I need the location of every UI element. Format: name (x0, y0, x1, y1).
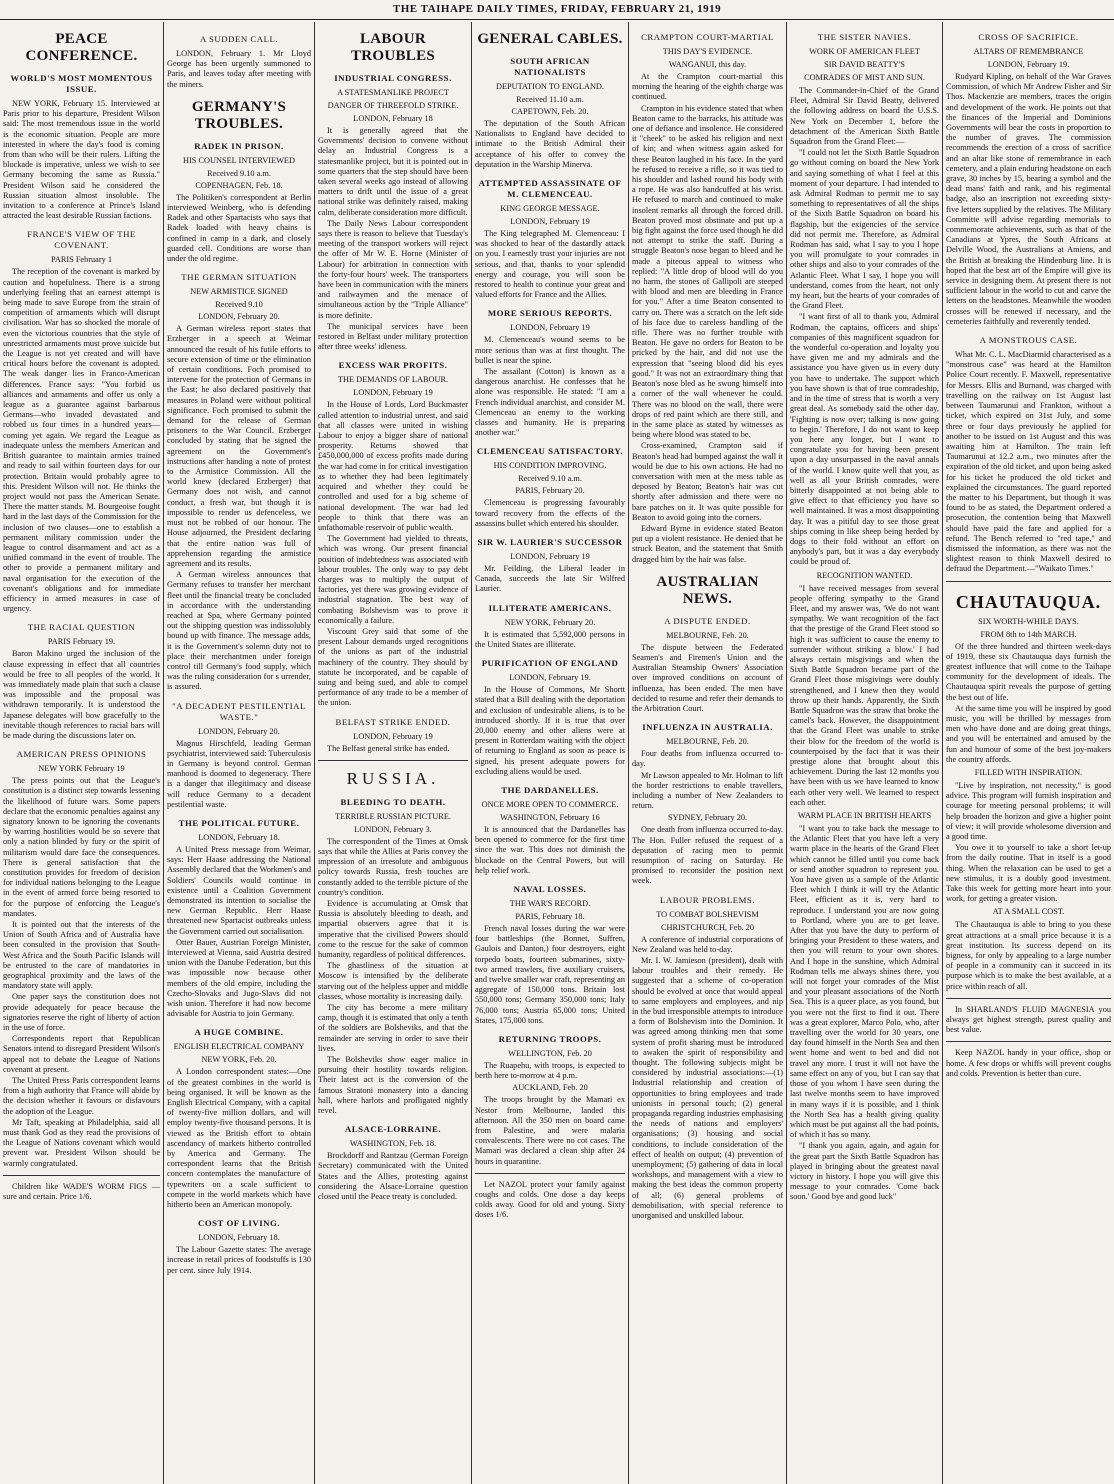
subheading: THE WAR'S RECORD. (509, 898, 591, 908)
dateline: SYDNEY, February 20. (667, 813, 748, 823)
subheading: AMERICAN PRESS OPINIONS (16, 749, 147, 760)
dateline: Received 11.10 a.m. (516, 95, 584, 104)
subheading: ILLITERATE AMERICANS. (488, 602, 612, 613)
article-body (167, 49, 311, 90)
column-general-cables (472, 22, 628, 1484)
paragraph: Edward Byrne in evidence stated Beaton put up a violent resistance. He denied that he struck Beaton, and the statement that Smith dragged him by the hair was false. (632, 523, 783, 564)
paragraph: The Commander-in-Chief of the Grand Fleet, Admiral Sir David Beatty, delivered the following address on board the U.S.S. New York on December 1, before the detachment of the American Sixth Battle Squadron from the Grand Fleet:— (790, 86, 939, 147)
paragraph: Four deaths from influenza occurred to-day. (632, 749, 783, 769)
subheading: ONCE MORE OPEN TO COMMERCE. (481, 799, 619, 809)
dateline: NEW YORK, February 20. (504, 617, 596, 627)
column-peace-conference (0, 22, 163, 1484)
column-germany (164, 22, 314, 1484)
divider (946, 1041, 1111, 1042)
subheading: THE POLITICAL FUTURE. (178, 817, 300, 828)
headline: RUSSIA. (346, 768, 440, 788)
paragraph: The United Press Paris correspondent learns from a high authority that France will abide by the decision whether it favours or disfavours the adoption of the League. (3, 1076, 160, 1116)
paragraph: A London correspondent states:—One of the greatest combines in the world is being organised. It will be known as the English Electrical Company, with a capital of twenty-five million dollars, and will employ twenty-five thousand persons. It is viewed as the British effort to obtain ascendancy of markets hitherto controlled by America and Germany. The correspondent learns that the British concern contemplates the manufacture of typewriters on a scale sufficient to compete in the world markets which have hitherto been an American monopoly. (167, 1067, 311, 1210)
subheading: HIS CONDITION IMPROVING. (493, 461, 607, 471)
advertisement: In SHARLAND'S FLUID MAGNESIA you always get highest strength, purest quality and best value. (946, 1004, 1111, 1035)
paragraph: "I want first of all to thank you, Admiral Rodman, the captains, officers and ships' companies of this magnificent squadron for the wonderful co-operation and loyalty you have given me and my admirals and the assistance you have given us in every duty you have to undertake. The support which you have shown is that of true comradeship, and in the time of stress that is worth a very great deal. As somebody said the other day, 'Fighting is now over; talking is now going to begin.' Therefore, I do not want to keep you here any longer, but I want to congratulate you for having been present upon a day unsurpassed in the naval annals of the world. I know quite well that you, as well as all your British comrades, were bitterly disappointed at not being able to give effect to that efficiency you have so well maintained. It was a most disappointing day. It was a pitiful day to see those great ships coming in like sheep being herded by dogs to their fold without an effort on anybody's part, but it was a day everybody could be proud of. (790, 312, 939, 567)
column-crampton-court-martial (629, 22, 786, 1484)
dateline: MELBOURNE, Feb. 20. (666, 737, 749, 747)
article-body (3, 99, 160, 1202)
dateline: LONDON, February 19 (510, 323, 590, 333)
subheading: HIS COUNSEL INTERVIEWED (183, 155, 295, 165)
dateline: Received 9.10 a.m. (518, 474, 582, 484)
paragraph: Evidence is accumulating at Omsk that Russia is absolutely bleeding to death, and impartial observers agree that it is imperative that the civilised Powers should come to the rescue for the sake of common humanity, regardless of political differences. (318, 898, 468, 959)
subheading: EXCESS WAR PROFITS. (338, 360, 448, 371)
dateline: LONDON, February 18. (198, 1233, 280, 1243)
subheading: FRANCE'S VIEW OF THE COVENANT. (27, 229, 136, 251)
dateline: NEW YORK February 19 (38, 764, 125, 774)
paragraph: M. Clemenceau's wound seems to be more serious than was at first thought. The bullet is near the spine. (475, 335, 625, 365)
paragraph: The deputation of the South African Nationalists to England have decided to intimate to the British Admiral their acceptance of his offer to convey the deputation in the Warship Minerva. (475, 119, 625, 169)
dateline: LONDON, February 19 (510, 217, 590, 227)
subheading: BELFAST STRIKE ENDED. (335, 716, 451, 727)
advertisement: Keep NAZOL handy in your office, shop or home. A few drops or whiffs will prevent coughs and colds. Prevention is better than cure. (946, 1048, 1111, 1078)
subheading: A MONSTROUS CASE. (979, 335, 1078, 346)
subheading: FILLED WITH INSPIRATION. (974, 767, 1083, 777)
advertisement: Children like WADE'S WORM FIGS —sure and certain. Price 1/6. (3, 1181, 160, 1202)
subheading: WORK OF AMERICAN FLEET (809, 47, 920, 56)
dateline: WASHINGTON, February 16 (500, 812, 600, 822)
divider (318, 760, 468, 761)
article-body (167, 141, 311, 1276)
subheading: SOUTH AFRICAN NATIONALISTS (510, 56, 590, 77)
subheading: A SUDDEN CALL. (199, 34, 279, 44)
paragraph: One paper says the constitution does not provide adequately for peace because the signatories reserve the right of liberty of action in the use of force. (3, 992, 160, 1033)
paragraph: It is announced that the Dardanelles has been opened to commerce for the first time since the war. This does not diminish the blockade on the Central Powers, but will help relief work. (475, 824, 625, 875)
paragraph: The Daily News Labour correspondent says there is reason to believe that Tuesday's meeting of the transport workers will reject the offer of Mr W. E. Horne (Minister of Labour) for arbitration in connection with the forty-four hours' week. The transporters have been in communication with the miners and railwaymen and the menace of simultaneous action by the "Triple Alliance" is more definite. (318, 218, 468, 320)
paragraph: It is estimated that 5,592,000 persons in the United States are illiterate. (475, 629, 625, 649)
subheading: THE DEMANDS OF LABOUR. (337, 375, 449, 385)
paragraph: Otter Bauer, Austrian Foreign Minister, interviewed at Vienna, said Austria desired union with the Danube Federation, but this was impossible now because other members of the old empire, including the Czecho-Slovaks and Jugo-Slavs did not wish union. Therefore it had now become advisable for Austria to join Germany. (167, 937, 311, 1019)
dateline: CHRISTCHURCH, Feb. 20 (660, 922, 755, 932)
subheading: SIR W. LAURIER'S SUCCESSOR (477, 537, 623, 548)
paragraph: It is pointed out that the interests of the Union of South Africa and of Australia have been consulted in the provision that South-West Africa and the South Pacific Islands will be entrusted to the care of mandatories in geographical proximity and the laws of the mandatory state will apply. (3, 920, 160, 991)
headline: AUSTRALIAN NEWS. (656, 573, 759, 607)
subheading: THIS DAY'S EVIDENCE. (662, 47, 753, 56)
paragraph: LONDON, February 1. Mr Lloyd George has been urgently summoned to Paris, and leaves today after meeting with the miners. (167, 49, 311, 89)
dateline: LONDON, February 19 (353, 731, 433, 741)
dateline: LONDON, February 20. (198, 312, 280, 322)
subheading: THE SISTER NAVIES. (817, 32, 912, 42)
dateline: COPENHAGEN, Feb. 18. (195, 180, 283, 190)
paragraph: Crampton in his evidence stated that when Beaton came to the barracks, his attitude was one of defiance and insolence. He considered it "cheek" to be asked his religion and next of kin; and when witness again asked for these Beaton laughed in his face. In the yard he refused to receive a rifle, so it was tied to his shoulder and lashed round his body with a rope. He was also handcuffed at his wrist. He refused to march and continued to make insolent remarks all through the forced drill. Beaton proved most obstinate and put up a big fight against the force used though he did not attempt to strike the staff. During a struggle Beaton's nose began to bleed and he made a piteous appeal to witness who replied: "A little drop of blood will do you no harm, the stones of Gallipoli are steeped with blood and men are bleeding in France for you." After a time Beaton consented to carry on. There was a scratch on the left side of his face due to careless handling of the rifle. There was no further trouble with Beaton. He gave no orders for Beaton to be pricked by the hair, and did not use the expression that "seeing blood did his eyes good." It was not an extraordinary thing that Beaton's nose bled as he swung himself into a corner of the wall whenever he could. There was no blood on the wall, there were drops of red paint which are there still, and in the same place as stated by witnesses as being where blood was stated to be. (632, 103, 783, 440)
headline: GENERAL CABLES. (477, 31, 623, 47)
article-body (318, 73, 468, 754)
subheading: ATTEMPTED ASSASSINATE OF M. CLEMENCEAU. (478, 178, 622, 200)
subheading: NEW ARMISTICE SIGNED (190, 287, 288, 297)
dateline: WANGANUI, this day. (668, 60, 747, 69)
paragraph: At the Crampton court-martial this morning the hearing of the eighth charge was continued. (632, 72, 783, 102)
dateline: LONDON, February 20. (198, 726, 280, 736)
subheading: AT A SMALL COST. (992, 907, 1065, 917)
headline: GERMANY'S TROUBLES. (191, 98, 287, 132)
paragraph: Mr Lawson appealed to Mr. Holman to lift the border restrictions to enable travellers, including a number of New Zealanders to return. (632, 770, 783, 811)
paragraph: The Chautauqua is able to bring to you these great attractions at a small price because it is a great institution. Its success depend on its bigness, for only by appealing to a large number of people in a community can it succeed in its purpose which is to make the best available, at a price within reach of all. (946, 920, 1111, 991)
paragraph: Magnus Hirschfeld, leading German psychiatrist, interviewed said: Tuberculosis in Germany is beyond control. German manhood is doomed to degeneracy. There is a danger that illegitimacy and disease will reduce Germany to a decadent pestilential waste. (167, 738, 311, 809)
paragraph: Mr. Feilding, the Liberal leader in Canada, succeeds the late Sir Wilfred Laurier. (475, 564, 625, 594)
paragraph: Brockdorff and Rantzau (German Foreign Secretary) communicated with the United States and the Allies, protesting against considering the Alsace-Lorraine question closed until the Peace treaty is concluded. (318, 1151, 468, 1202)
paragraph: Rudyard Kipling, on behalf of the War Graves Commission, of which Mr Andrew Fisher and Sir Thos. Mackenzie are members, traces the origin and development of the work. He points out that the finances of the Imperial and Dominions Governments will bear the costs in proportion to the number of graves. The commission recommends the erection of a cross of sacrifice and an altar like stone of remembrance in each cemetery, and a plain enduring headstone on each grave, 30 inches by 15, bearing a symbol and the dead mans' faith and rank, and his regimental badge, also an inscription not exceeding sixty-five letters supplied by the relatives. The Military Committe will advise regarding memorials to commemorate achievements, such as that of the Canadians at Ypres, the South Africans at Delville Wood, the Australians at Amiens, and the British at breaking the Hindenburg line. It is hoped that the best art of the Empire will give its service in designing them. At present there is not sufficient labour in the world to cut and carve the letters on the headstones. Meanwhile the wooden crosses will be renewed if necessary, and the cemeteries faithfully and reverently tended. (946, 72, 1111, 326)
headline: PEACE CONFERENCE. (25, 31, 138, 64)
masthead: THE TAIHAPE DAILY TIMES, FRIDAY, FEBRUARY 21, 1919 (0, 0, 1114, 20)
dateline: LONDON, February 19. (509, 673, 591, 683)
subheading: DANGER OF THREEFOLD STRIKE. (327, 101, 459, 110)
paragraph: "I thank you again, again, and again for the great part the Sixth Battle Squadron has played in bringing about the greatest naval victory in history. I hope you will give this message to your comrades. 'Come back soon.' Good bye and good luck" (790, 1141, 939, 1202)
paragraph: Of the three hundred and thirteen week-days of 1919, these six Chautauqua days furnish the greatest influence that will come to the Taihape community for the development of ideals. The Chautauqua spirit reveals the purpose of getting the best out of life. (946, 641, 1111, 702)
paragraph: The press points out that the League's constitution is a distinct step towards lessening the likelihood of future wars. Some papers declare that the economic penalties against any signatory known to be ignoring the covenants by warring hostilities would be so severe that only a nation blinded by fury or the spirit of militarism would dare face the consequences. There is general satisfaction that the constitution provides for freedom of decision for individual nations belonging to the League in the event of armed force being resorted to for the purpose of enforcing the League's mandates. (3, 776, 160, 918)
divider (946, 998, 1111, 999)
paragraph: In the House of Commons, Mr Shortt stated that a Bill dealing with the deportation and exclusion of undesirable aliens, is to be introduced shortly. If it is true that over 20,000 enemy and other aliens were at present in Rotterdam waiting with the object of returning to England as soon as peace is signed, his present adequate powers for excluding aliens would be used. (475, 685, 625, 776)
paragraph: The Ruapehu, with troops, is expected to berth here to-morrow at 4 p.m. (475, 1060, 625, 1081)
headline: LABOUR TROUBLES (350, 31, 436, 64)
subheading: RECOGNITION WANTED. (816, 570, 913, 580)
paragraph: Mr. I. W. Jamieson (president), dealt with labour troubles and their remedy. He suggested that a scheme of co-operation should be evolved at once that would appeal to same employers and employees, and nip in the bud irresponsible attempts to introduce a form of Bolshevism into the Dominion. It was agreed among thinking men that some system of profit sharing must be introduced to awaken the spirit of responsibility and thought. The following subjects might be considered by industrial associations:—(1) Industrial relationship and creation of opportunities to bring employees and trade unionists in personal touch; (2) general propaganda regarding industries emphasising the needs of nations and employers' organisations; (3) housing and social conditions, to include consideration of the effect of health on output; (4) prevention of unemployment; (5) gathering of data in local workshops, and management with a view to making the best ideas the common property of all; (6) general problems of demobilisation, with special reference to unorganised and unskilled labour. (632, 956, 783, 1221)
paragraph: Viscount Grey said that some of the present Labour demands urged recognitions of the unions as part of the industrial machinery of the country. They should by statute be incorporated, and be capable of suing and being sued, and able to compel performance of any trade to be a member of the union. (318, 626, 468, 708)
paragraph: The King telegraphed M. Clemenceau: I was shocked to hear of the dastardly attack on you. I earnestly trust your injuries are not serious, and that, thanks to your splendid energy and courage, you will soon be restored to health to continue your great and valued efforts for France and the Allies. (475, 229, 625, 300)
divider (3, 1175, 160, 1176)
paragraph: The Politiken's correspondent at Berlin interviewed Weinberg, who is defending Radek and other Spartacists who says that Radek loaded with heavy chains is confined in camp in a dark, and closely guarded cell. Conditions are worse than under the old regime. (167, 192, 311, 264)
subheading: SIX WORTH-WHILE DAYS. (978, 616, 1079, 626)
subheading: WORLD'S MOST MOMENTOUS ISSUE. (10, 73, 153, 94)
paragraph: A United Press message from Weimar, says: Herr Haase addressing the National Assembly declared that the Workmen's and Soldiers' Councils would continue in existence until a Coalition Government demonstrated its intention to socialise the new German Republic. Herr Haase threatened new Spartacist outbreaks unless the Government carried out socialisation. (167, 844, 311, 936)
paragraph: It is generally agreed that the Governments' decision to convene without delay an Industrial Congress is a statesmanlike project, but it is pointed out in some quarters that the step should have been taken several weeks ago instead of allowing matters to drift until the issue of a great national strike was definitely raised, making calm, deliberate consideration more difficult. (318, 126, 468, 217)
subheading: ENGLISH ELECTRICAL COMPANY (173, 1042, 305, 1052)
dateline: NEW YORK, Feb. 20. (201, 1055, 277, 1065)
subheading: ALSACE-LORRAINE. (344, 1124, 442, 1135)
advertisement: Let NAZOL protect your family against coughs and colds. One dose a day keeps colds away. Good for old and young. Sixty doses 1/6. (475, 1179, 625, 1220)
article-body (632, 32, 783, 565)
dateline: PARIS February 19. (47, 637, 116, 647)
subheading: WARM PLACE IN BRITISH HEARTS (797, 811, 932, 821)
dateline: LONDON, February 18 (353, 114, 433, 123)
subheading: RETURNING TROOPS. (498, 1033, 602, 1044)
paragraph: The Belfast general strike has ended. (327, 743, 450, 753)
subheading: PURIFICATION OF ENGLAND (481, 658, 619, 669)
column-cross-of-sacrifice (943, 22, 1114, 1484)
paragraph: The assailant (Cotton) is known as a dangerous anarchist. He confesses that he alone was responsible. He stated: "I am a French individual anarchist, and consider M. Clemenceau an enemy to the working classes and humanity. He is preparing another war." (475, 367, 625, 438)
subheading: THE DARDANELLES. (501, 784, 599, 795)
subheading: RADEK IN PRISON. (194, 140, 284, 151)
subheading: SIR DAVID BEATTY'S (824, 60, 905, 69)
paragraph: The municipal services have been restored in Belfast under military protection after three weeks' idleness. (318, 321, 468, 352)
article-body (632, 616, 783, 1222)
subheading: COMRADES OF MIST AND SUN. (804, 73, 925, 82)
article-body (475, 56, 625, 1221)
subheading: CROSS OF SACRIFICE. (978, 32, 1079, 42)
dateline: FROM 8th to 14th MARCH. (980, 629, 1077, 639)
dateline: WASHINGTON, Feb. 18. (349, 1139, 437, 1149)
subheading: THE GERMAN SITUATION (181, 272, 297, 283)
subheading: A STATESMANLIKE PROJECT (337, 88, 449, 97)
column-sister-navies (787, 22, 942, 1484)
dateline: LONDON, February 3. (354, 824, 432, 834)
paragraph: "I want you to take back the message to the Atlantic Fleet that you have left a very warm place in the hearts of the Grand Fleet which cannot be filled until you come back or send another squadron to represent you. You have given us a sample of the Atlantic Fleet which I think it will try the Atlantic Fleet, efficient as it is, very hard to reproduce. I understand you are now going to Portland, where you are to get leave. After that you have the duty to perform of bringing your President to these waters, and then you will return to your own shores. And I hope in the sunshine, which Admiral Rodman tells me always shines there, you will not forget your comrades of the Mist and your pleasant associations of the North Sea. This is a queer place, as you found, but you were not the first to find it out. There was a great explorer, Marco Polo, who, after travelling over the world for 30 years, one day found himself in the North Sea and then went home and went to bed and did not travel any more. I trust it will not have the same effect on any of you, but I can say that those of you whom I have seen during the last twelve months seem to have improved in many ways if it is possible, and I think the North Sea has a health giving quality which must be put against all the bad points, of which it has so many. (790, 824, 939, 1140)
dateline: WELLINGTON, Feb. 20 (508, 1048, 592, 1058)
paragraph: "I have received messages from several people offering sympathy to the Grand Fleet, and my answer was, 'We do not want sympathy. We want recognition of the fact that the prestige of the Grand Fleet stood so high it was sufficient to cause the enemy to surrender without striking a blow.' I had always certain misgivings and when the Sixth Battle Squadron became part of the Grand Fleet those misgivings were doubly strengthened, and I knew then they would throw up their hands. Apparently, the Sixth Battle Squadron was the straw that broke the camel's back. However, the disappointment that the Grand Fleet was unable to strike their blow for the freedom of the world is counterpoised by the fact that it was their prestige alone that brought about this achievement. During the last 12 months you have been with us we have learned to know each other very well. We learned to respect each other. (790, 583, 939, 807)
dateline: LONDON, February 19 (510, 552, 590, 562)
subheading: THE RACIAL QUESTION (27, 622, 136, 633)
paragraph: The troops brought by the Mamari ex Nestor from Melbourne, landed this afternoon. All the 350 men on board came from Palestine, and were malaria convalescents. There were no cot cases. The Mamari was declared a clean ship after 24 hours in quarantine. (475, 1095, 625, 1166)
dateline: PARIS, February 20. (515, 486, 585, 496)
paragraph: The city has become a mere military camp, though it is estimated that only a tenth of the soldiers are Bolsheviks, and that the remainder are serving in order to save their lives. (318, 1003, 468, 1053)
dateline: Received 9.10 (215, 300, 263, 310)
paragraph: The Bolsheviks show eager malice in pursuing their hostility towards religion. Their latest act is the conversion of the famous Stratoni monastery into a dancing hall, where harlots and profligated nightly revel. (318, 1055, 468, 1116)
paragraph: One death from influenza occurred to-day. The Hon. Fuller refused the request of a deputation of racing men to permit resumption of racing on Saturday. He promised to reconsider the position next week. (632, 825, 783, 886)
paragraph: What Mr. C. L. MacDiarmid characterised as a "monstrous case" was heard at the Hamilton Police Court recently. F. Maxwell, representative for Messrs. Ellis and Burnand, was charged with travelling on the railway on 1st August last between Taumarunui and Frankton, without a ticket, which expired on 31st July, and some three or four days previously he applied for another to be issued on 1st August and this was awaiting him at Hamilton. The train left Taumarunui at 12.2 a.m., two minutes after the expiration of the old ticket, and upon being asked for his ticket he produced the old ticket and explained the circumstances. The guard reported the matter to his Department, but though it was found to be as stated, the Department ordered a prosecution, the contention being that Maxwell should have paid the fare and applied for a refund. The Bench referred to "red tape," and dismissed the information, as there was not the slightest reason to think Maxwell desired to defraud the Department.—"Waikato Times." (946, 350, 1111, 574)
paragraph: French naval losses during the war were four battleships (the Bonnet, Suffren, Gaulois and Danton,) four destroyers, eight torpedo boats, fourteen submarines, sixty-two armed trawlers, five auxiliary cruisers, and twelve smaller war craft, representing an aggregate of 150,000 tons. Britain lost 550,000 tons; Germany 350,000 tons; Italy 76,000 tons; Austria 65,000 tons; United States, 175,000 tons. (475, 923, 625, 1025)
paragraph: "I could not let the Sixth Battle Squadron go without coming on board the New York and saying something of what I feel at this moment of your departure. I had intended to ask Admiral Rodman to permit me to say something to representatives of all the ships of the Sixth Battle Squadron on board his flagship, but the exigencies of the service did not permit me. Therefore, as Admiral Rodman has said, what I say to you I hope you will promulgate to your comrades in other ships and also to your comrades of the Atlantic Fleet. What I say, I hope you will understand, comes from the heart, not only my heart, but the hearts of your comrades of the Grand Fleet. (790, 148, 939, 311)
subheading: COST OF LIVING. (197, 1218, 281, 1229)
subheading: INDUSTRIAL CONGRESS. (334, 73, 452, 83)
subheading: CLEMENCEAU SATISFACTORY. (476, 446, 624, 457)
paragraph: You owe it to yourself to take a short let-up from the daily routine. That in itself is a good thing. When the relaxation can be used to get a new stimulus, it is a doubly good investment. Take this week for getting more heart into your work, for getting a greater vision. (946, 843, 1111, 904)
divider (946, 581, 1111, 582)
subheading: BLEEDING TO DEATH. (340, 796, 446, 807)
paragraph: NEW YORK, February 15. Interviewed at Paris prior to his departure, President Wilson said: The most tremendous issue in the world is the economic situation. People are more interested in where the day's food is coming from than who will be their rulers. Lifting the blockade is imperative, unless we wish to see Germany becoming the same as Russia." President Wilson said he considered the Russian situation almost insoluble. The invitation to a conference at Prince's Island attracted the least desirable Russian factions. (3, 99, 160, 221)
article-body (790, 32, 939, 1203)
dateline: CAPETOWN, Feb. 20. (511, 107, 589, 116)
paragraph: Clemenceau is progressing favourably toward recovery from the effects of the assassins bullet which entered his shoulder. (475, 498, 625, 528)
dateline: LONDON, February 19 (353, 388, 433, 398)
dateline: PARIS, February 18. (515, 911, 585, 921)
subheading: ALTARS OF REMEMBRANCE (973, 47, 1084, 56)
paragraph: The reception of the covenant is marked by caution and hopefulness. There is a strong underlying feeling that an earnest attempt is being made to save Europe from the strain of competition of armaments which will disrupt civilisation. War has so shocked the morale of even the victorious countries that the style of unrestricted armaments must prove suicide but the League is not yet created and will have critical hours before the covenant is adopted. The weak danger lies in Franco-American differences. France says: "You forbid us alliances and armaments and offer us only a league as a guarantee against barbarous Germans—who invaded devastated and robbed us four times in a hundred years—coming yet again. We regard the League as inadequate unless the members American and British guarantee to maintain armies trained and ready to sail within fourteen days for our protection. Britain would probably agree to this. President Wilson will not. He thinks the project would not pass the American Senate. There the matter stands. M. Bourgeoise fought hard in the last days of the Commission for the inclusion of two clauses—one to establish a permanent military commission under the league to control disarmament and act as a unified command in the event of trouble. The other to provide a permanent military and naval organisation for the execution of the covenant's obligations and for immediate efficiency in armed measures in case of urgency. (3, 267, 160, 614)
subheading: KING GEORGE MESSAGE. (500, 204, 600, 214)
subheading: A HUGE COMBINE. (194, 1027, 284, 1038)
dateline: Received 9.10 a.m. (207, 168, 271, 178)
divider (475, 1173, 625, 1174)
article-body (318, 797, 468, 1203)
paragraph: The Labour Gazette states: The average increase in retail prices of foodstuffs is 130 per cent. since July 1914. (167, 1245, 311, 1275)
subheading: TO COMBAT BOLSHEVISM (656, 909, 759, 919)
subheading: INFLUENZA IN AUSTRALIA. (642, 722, 773, 733)
subheading: DEPUTATION TO ENGLAND. (495, 82, 605, 91)
paragraph: The Government had yielded to threats, which was wrong. Our present financial position of indebtedness was associated with labour troubles. The only way to pay debt charges was to multiply the output of factories, yet there was growing evidence of industrial stagnation. The best way of combating Bolshevism was to prove it economically a failure. (318, 534, 468, 625)
article-body (946, 617, 1111, 1080)
paragraph: "Live by inspiration, not necessity," is good advice. This program will furnish inspiration and courage for meeting personal problems; it will help broaden the horizon and give a higher point of view; it will provide wholesome diversion and a good time. (946, 780, 1111, 841)
paragraph: The dispute between the Federated Seamen's and Firemen's Union and the Australian Steamship Owners' Association over improved conditions on account of influenza, has been ended. The men have decided to resume and refer their demands to the Arbitration Court. (632, 642, 783, 713)
subheading: "A DECADENT PESTILENTIAL WASTE." (172, 700, 306, 722)
paragraph: Baron Makino urged the inclusion of the clause expressing in effect that all countries would be free to all peoples of the world. It was immediately made plain that such a clause was impossible and the proposal was withdrawn temporarily. It is understood the Japanese delegates will bow gracefully to the inevitable though references to racial bars will be made during the discussions later on. (3, 649, 160, 740)
headline: CHAUTAUQUA. (955, 591, 1102, 612)
subheading: CRAMPTON COURT-MARTIAL (641, 32, 774, 42)
dateline: LONDON, February 18. (198, 832, 280, 842)
subheading: LABOUR PROBLEMS. (659, 894, 755, 905)
dateline: AUCKLAND, Feb. 20 (512, 1083, 588, 1093)
column-labour-troubles (315, 22, 471, 1484)
subheading: TERRIBLE RUSSIAN PICTURE. (335, 811, 451, 821)
paragraph: At the same time you will be inspired by good music, you will be thrilled by messages from men who have done and are doing great things, and you will be entertained and amused by the fun and humour of some of the best joy-makers the country affords. (946, 703, 1111, 764)
article-body (946, 32, 1111, 575)
paragraph: A German wireless announces that Germany refuses to transfer her merchant fleet until the financial treaty be concluded in accordance with the understanding reached at Spa, where Germany pointed out the shipping question was indissolubly bound up with finance. The message adds, it is the Government's solemn duty not to place their merchantmen under foreign control till Germany's food supply, which was the ruling consideration for s urrender, is assured. (167, 570, 311, 692)
paragraph: Mr Taft, speaking at Philadelphia, said all must thank God as they read the provisions of the League of Nations covenant which would prevent war. President Wilson should be warmly congratulated. (3, 1117, 160, 1168)
subheading: NAVAL LOSSES. (513, 883, 587, 894)
paragraph: In the House of Lords, Lord Buckmaster called attention to industrial unrest, and said that all classes were united in wishing Labour to enjoy a bigger share of national prosperity. Returns showed that £450,000,000 of excess profits made during the war had come in for critical investigation as to whether they had been legitimately acquired and whether they could be controlled and used for a big scheme of national development. The war had led people to think that there was an unfathomable reservoir of public wealth. (318, 400, 468, 532)
subheading: MORE SERIOUS REPORTS. (487, 308, 613, 319)
paragraph: The ghastliness of the situation at Moscow is intensified by the deliberate starving out of the helpless upper and middle classes, whose mortality is increasing daily. (318, 961, 468, 1001)
paragraph: Cross-examined, Crampton said if Beaton's head had bumped against the wall it would be due to his own actions. He had no conversation with men at the mess table as deposed by Beaton; Beaton's hair was cut shortly after admission and there were no bare patches on it. It was quite possible for Beaton to avoid going into the corners. (632, 441, 783, 522)
paragraph: The correspondent of the Times at Omsk says that while the Allies at Paris convey the impression of an irresolute and ambiguous policy towards Russia, fresh touches are constantly added to the terrible picture of the country's condition. (318, 836, 468, 897)
dateline: LONDON, February 19. (987, 60, 1070, 69)
dateline: PARIS February 1 (50, 255, 112, 265)
paragraph: A conference of industrial corporations of New Zealand was held to-day. (632, 934, 783, 954)
paragraph: A German wireless report states that Erzberger in a speech at Weimar announced the result of his futile efforts to secure extension of time or the elimination of certain conditions. Foch promised to intervene for the protection of Germans in the East; he also declared positively that measures in Poland were without political significance. Foch promised to submit the demand for the release of German prisoners to the War Council. Erzberger concluded by stating that he signed the agreement on the Government's instructions after handing a note of protest to the Armistice Commission. All the world knew (declared Erzberger) that Germany does not wish, and cannot conduct, a fresh war, but though it is impossible to render us defenceless, we must not be robbed of our honour. The House adjourned, the President declaring that the entire nation was full of apprehension regarding the armistice agreement and its results. (167, 324, 311, 568)
subheading: A DISPUTE ENDED. (664, 615, 751, 626)
dateline: MELBOURNE, Feb. 20. (666, 630, 749, 640)
paragraph: Correspondents report that Republican Senators intend to disregard President Wilson's appeal not to debate the League of Nations covenant at present. (3, 1034, 160, 1074)
